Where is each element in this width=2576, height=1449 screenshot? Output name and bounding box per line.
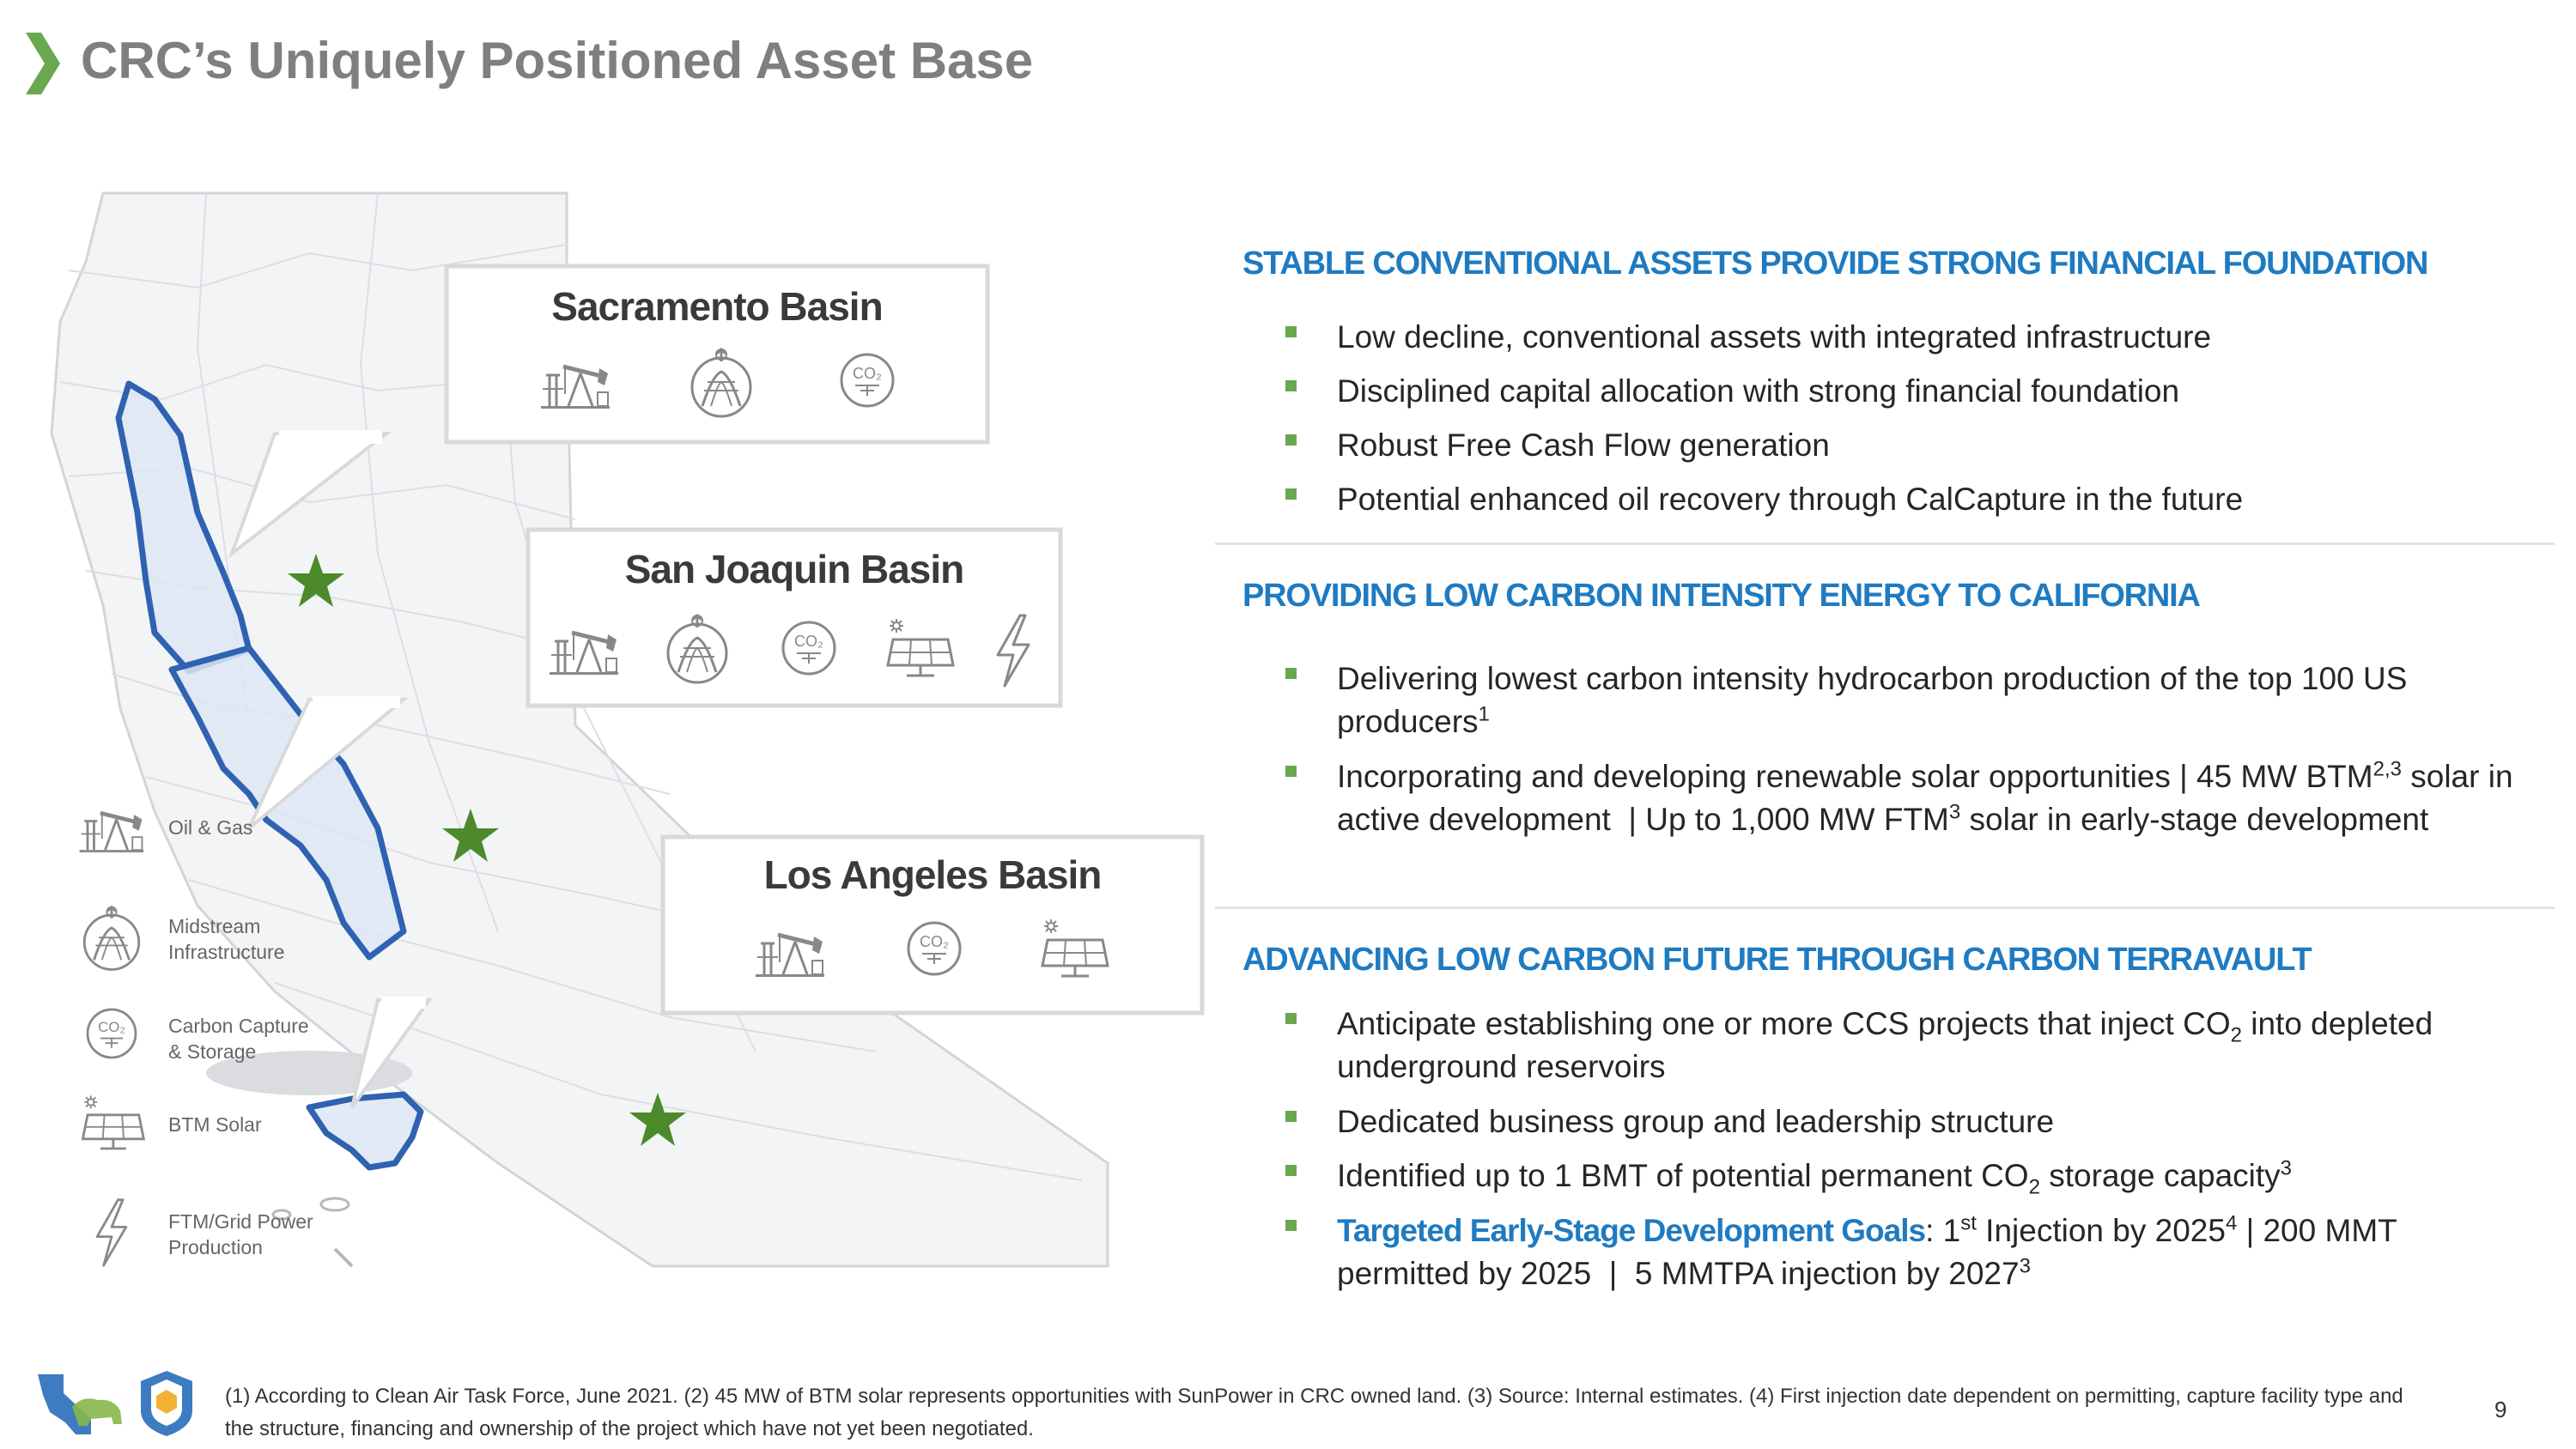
bullet-text: Incorporating and developing renewable solar opportunities | 45 MW BTM$^{2,3}$ solar in active development | Up to 1,000 MW FTM$^3$ solar in early-stage development [1337,757,2522,837]
solar-panel-icon [76,1088,148,1161]
bullet-marker [1285,434,1311,460]
section-divider [1215,906,2555,909]
bullet-text: Identified up to 1 BMT of potential permanent $CO_2$ storage capacity$^3$ [1337,1156,2293,1199]
bullet-text: Delivering lowest carbon intensity hydrocarbon production of the top 100 US producers$^1$ [1337,661,2408,739]
bullet-marker [1285,380,1311,406]
legend-label-oil-gas: Oil & Gas [168,816,253,839]
footnote: (1) According to Clean Air Task Force, June 2021. (2) 45 MW of BTM solar represents opportunities with SunPower in CRC owned land. (3) Source: Internal estimates. (4) First injection date dependent on permitting, capture facility type and the structure, financing and ownership of the project which have not yet been negotiated. [225,1385,2403,1440]
bullet-text: Anticipate establishing one or more CCS projects that inject $CO_2$ into depleted underground reservoirs [1337,1006,2433,1084]
bullet-text: Low decline, conventional assets with integrated infrastructure [1337,319,2212,355]
bullet-marker [1285,1165,1311,1191]
lightning-icon [76,1196,148,1268]
section-heading-financial: STABLE CONVENTIONAL ASSETS PROVIDE STRONG FINANCIAL FOUNDATION [1242,246,2428,282]
section-heading-low-carbon: PROVIDING LOW CARBON INTENSITY ENERGY TO CALIFORNIA [1242,578,2200,614]
bullet-marker [1285,668,1311,694]
legend-label-btm-solar: BTM Solar [168,1113,262,1136]
san-joaquin-basin-title: San Joaquin Basin [624,547,964,591]
co2-icon [76,997,148,1070]
bullet-text: Potential enhanced oil recovery through CalCapture in the future [1337,482,2244,517]
bullet-marker [1285,766,1311,791]
midstream-icon [76,903,148,975]
page-title: CRC’s Uniquely Positioned Asset Base [81,32,1034,89]
california-map: CO₂ [52,193,1151,1266]
sacramento-basin-title: Sacramento Basin [551,284,883,329]
section-heading-terravault: ADVANCING LOW CARBON FUTURE THROUGH CARBON TERRAVAULT [1242,942,2312,978]
oil-pump-icon [76,791,148,864]
bullet-marker [1285,1220,1311,1246]
bullet-marker [1285,488,1311,514]
bullet-marker [1285,326,1311,352]
bullet-text: Robust Free Cash Flow generation [1337,427,1830,463]
bullet-text: Disciplined capital allocation with strong financial foundation [1337,373,2180,409]
bullet-marker [1285,1111,1311,1137]
legend-label-midstream: Midstream Infrastructure [168,915,285,963]
legend-label-ftm-grid: FTM/Grid Power Production [168,1210,313,1258]
bullet-text: Targeted Early-Stage Development Goals: 1st Injection by 2025$^4$ | 200 MMT permitted by 2025 | 5 MMTPA injection by 2027$^3$ [1337,1211,2406,1291]
page-number: 9 [2494,1397,2507,1422]
bullet-marker [1285,1013,1311,1039]
los-angeles-basin-title: Los Angeles Basin [763,852,1102,897]
legend-label-carbon-capture: Carbon Capture & Storage [168,1015,309,1063]
crc-logo-icon [31,1369,211,1438]
title-chevron-icon [26,33,60,94]
bullet-text: Dedicated business group and leadership structure [1337,1104,2055,1139]
section-divider [1215,543,2555,545]
